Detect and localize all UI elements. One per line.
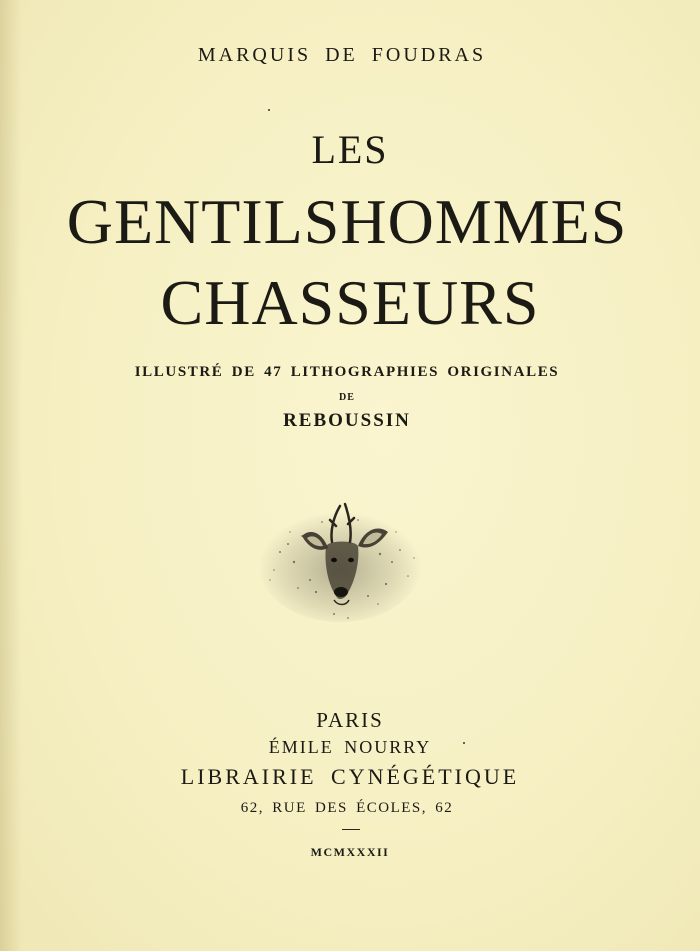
- illustrator-name: REBOUSSIN: [283, 410, 411, 431]
- author-name: MARQUIS DE FOUDRAS: [197, 44, 487, 66]
- publisher-address: 62, RUE DES ÉCOLES, 62: [240, 800, 454, 816]
- credit-connector: DE: [339, 392, 355, 403]
- publisher-name: ÉMILE NOURRY: [268, 737, 432, 757]
- illustration-credit: ILLUSTRÉ DE 47 LITHOGRAPHIES ORIGINALES: [134, 364, 560, 380]
- publication-year: MCMXXXII: [310, 845, 390, 859]
- publisher-imprint: LIBRAIRIE CYNÉGÉTIQUE: [180, 764, 520, 789]
- paper-speck: [268, 109, 270, 111]
- publication-city: PARIS: [316, 708, 384, 732]
- divider-rule: [342, 829, 360, 830]
- book-title-line-2: GENTILSHOMMES: [66, 186, 628, 257]
- book-title-line-3: CHASSEURS: [160, 267, 540, 338]
- book-title-line-1: LES: [311, 127, 389, 172]
- deer-head-icon: [250, 492, 430, 632]
